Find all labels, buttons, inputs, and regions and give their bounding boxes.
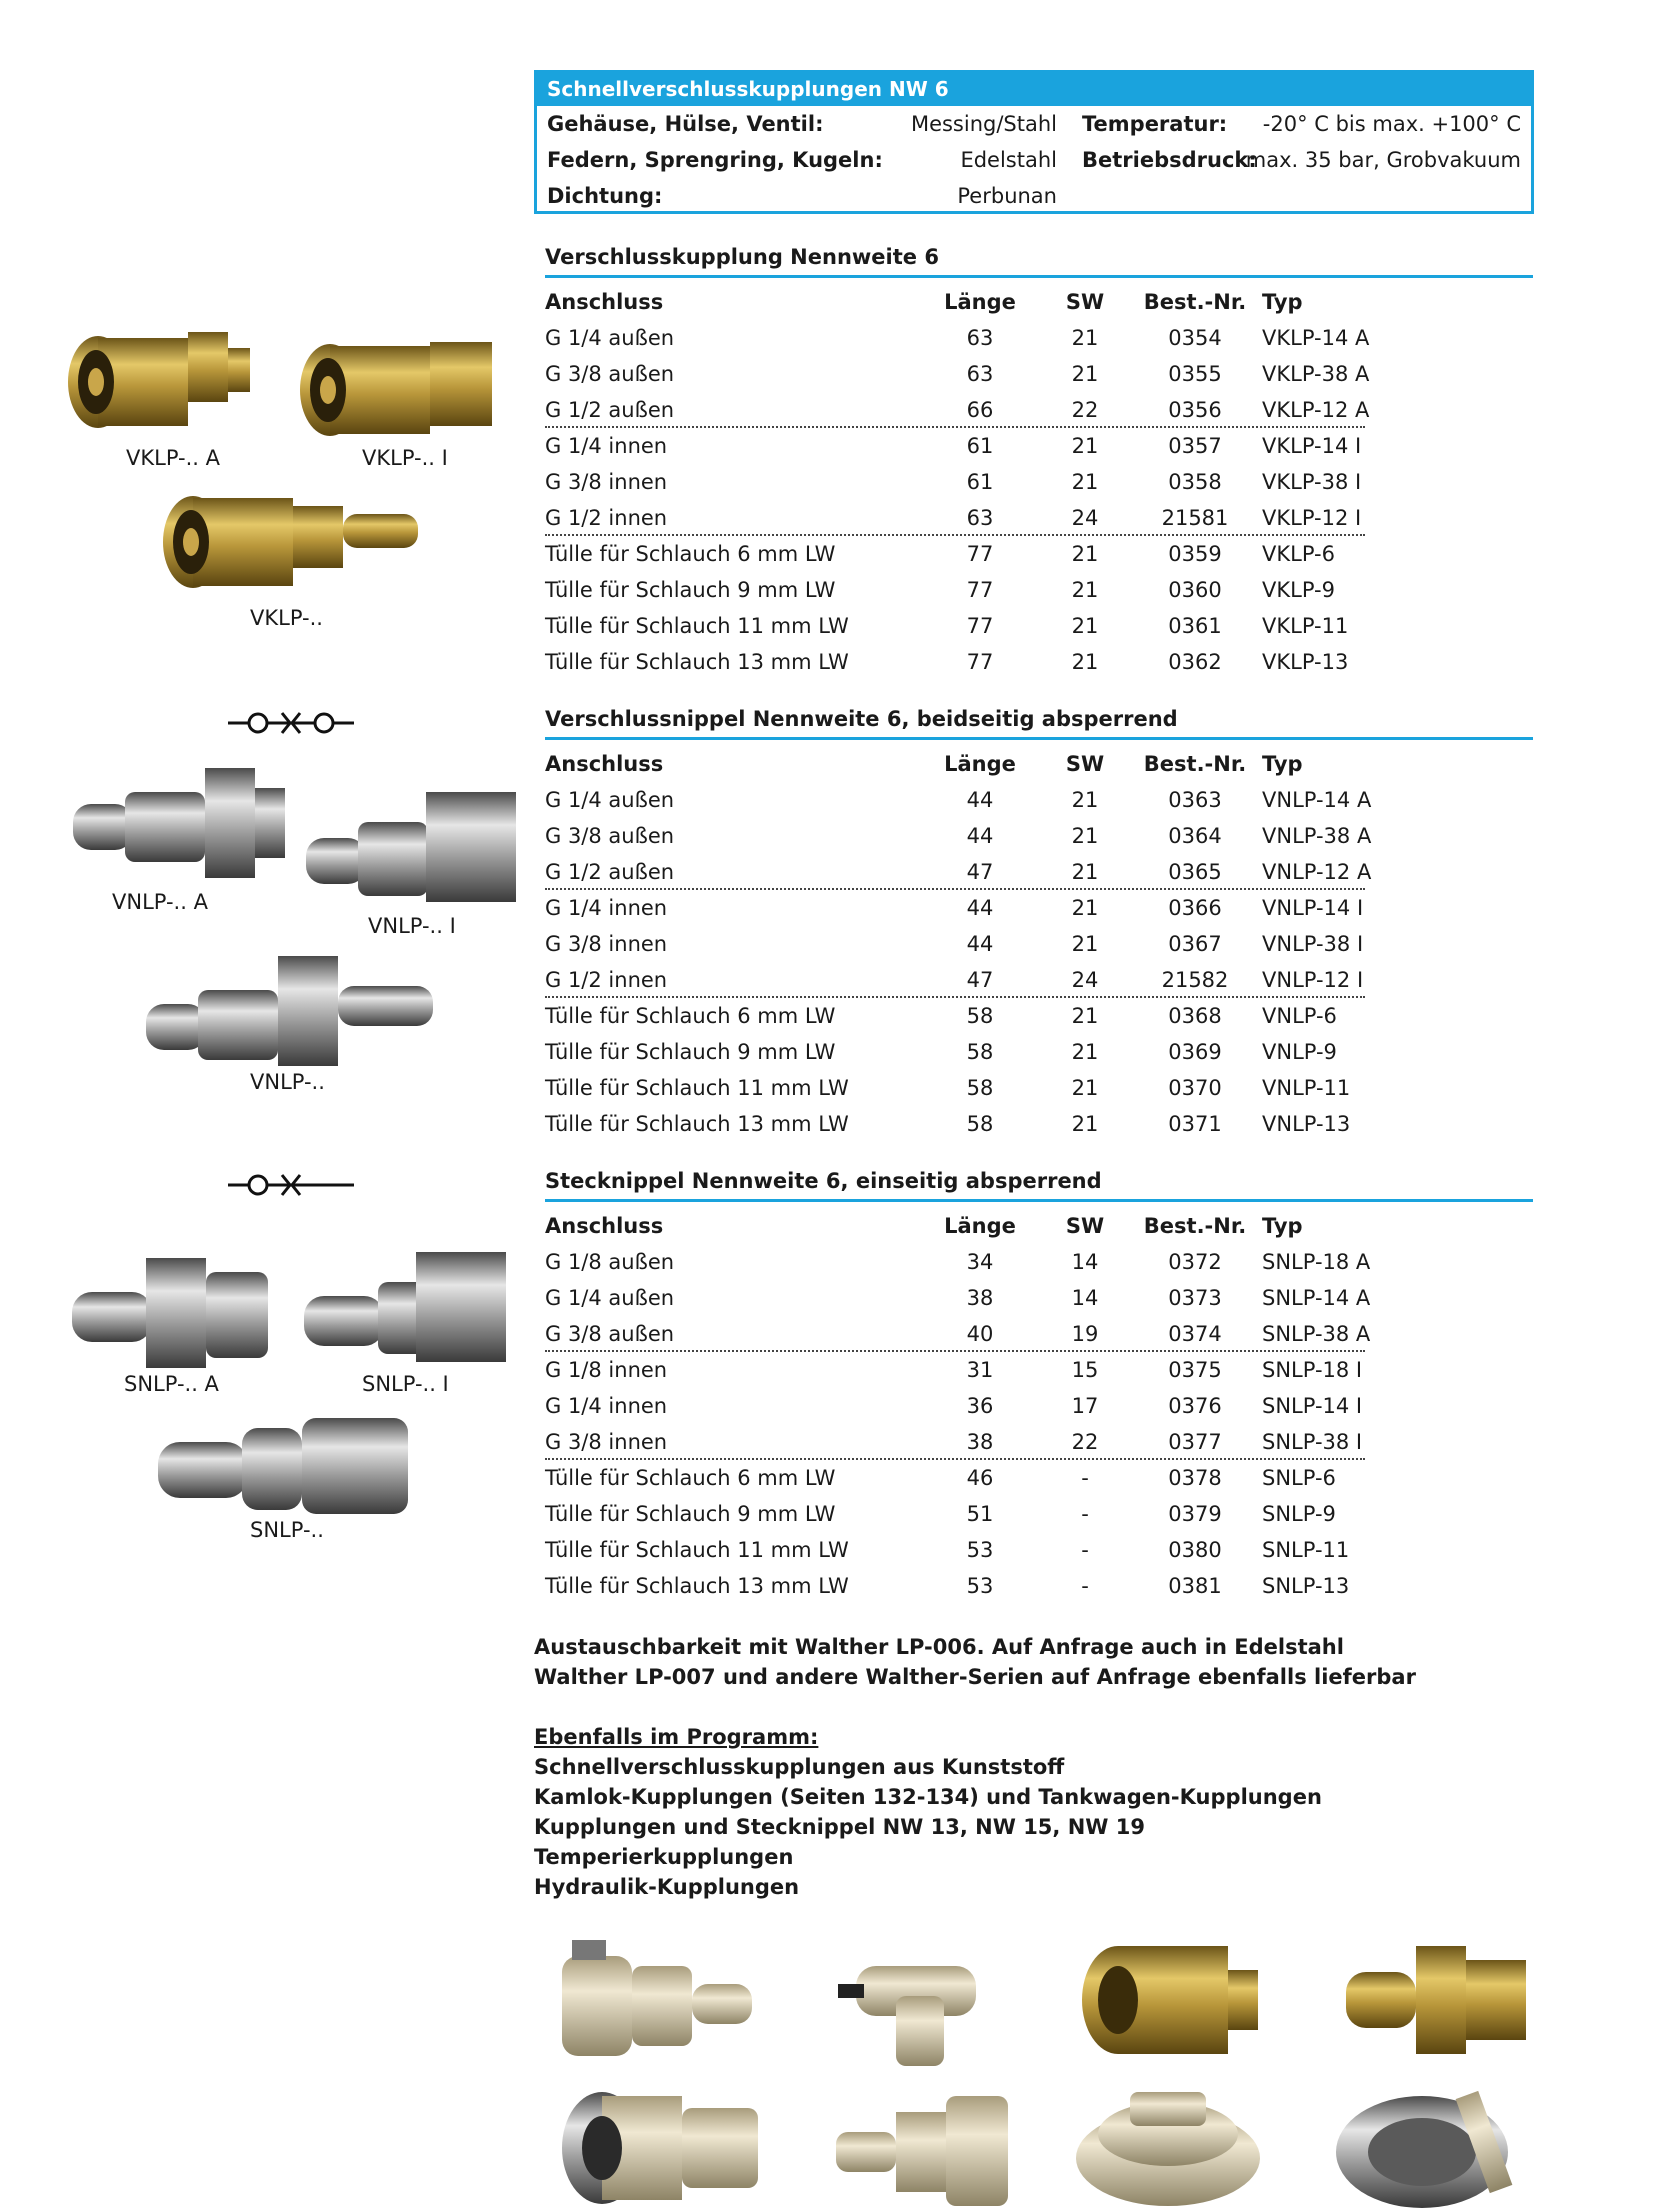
table-cell: 0376 [1168, 1394, 1222, 1418]
table-cell: G 3/8 außen [545, 1322, 675, 1346]
table-row [545, 782, 1372, 818]
table-cell: 0359 [1168, 542, 1222, 566]
table-cell: Tülle für Schlauch 6 mm LW [545, 542, 836, 566]
table-cell: Tülle für Schlauch 11 mm LW [545, 614, 849, 638]
table-cell: 63 [966, 326, 994, 350]
table-cell: 58 [966, 1076, 994, 1100]
table-cell: 47 [966, 860, 994, 884]
table-cell: 14 [1071, 1250, 1099, 1274]
caption-vnlp-i: VNLP-.. I [368, 914, 456, 938]
table-cell: VKLP-12 I [1262, 506, 1362, 530]
table-cell: G 1/2 innen [545, 968, 668, 992]
table-row [545, 998, 1365, 1034]
table-cell: G 1/4 außen [545, 326, 675, 350]
table-cell: 66 [966, 398, 994, 422]
table-cell: VNLP-9 [1262, 1040, 1337, 1064]
vklp-i-coupling-image [290, 328, 510, 448]
spec-label: Gehäuse, Hülse, Ventil: [547, 112, 824, 136]
table-row [545, 854, 1372, 890]
table-cell: 15 [1071, 1358, 1099, 1382]
section-title-stecknippel: Stecknippel Nennweite 6, einseitig absperrend [545, 1169, 1533, 1202]
table-cell: 0366 [1168, 896, 1222, 920]
table-cell: G 1/4 innen [545, 1394, 668, 1418]
table-cell: 21 [1071, 542, 1099, 566]
column-header-bestnr: Best.-Nr. [1143, 290, 1247, 314]
table-cell: G 3/8 innen [545, 932, 668, 956]
spec-value: Perbunan [957, 184, 1057, 208]
table-row [545, 1532, 1365, 1568]
caption-vklp: VKLP-.. [250, 606, 323, 630]
table-cell: SNLP-18 I [1262, 1358, 1363, 1382]
table-cell: 44 [966, 824, 994, 848]
table-cell: 0375 [1168, 1358, 1222, 1382]
table-row [545, 1316, 1371, 1352]
table-cell: 0372 [1168, 1250, 1222, 1274]
column-header-anschluss: Anschluss [545, 290, 664, 314]
vnlp-hose-nipple-image [140, 946, 440, 1076]
table-row [545, 1424, 1365, 1460]
spec-row [537, 106, 1531, 142]
spec-value: Messing/Stahl [910, 112, 1057, 136]
table-cell: VNLP-12 A [1262, 860, 1372, 884]
table-cell: 21 [1071, 1040, 1099, 1064]
table-cell: 0356 [1168, 398, 1222, 422]
caption-snlp: SNLP-.. [250, 1518, 324, 1542]
table-cell: 58 [966, 1040, 994, 1064]
table-cell: VNLP-6 [1262, 1004, 1337, 1028]
table-cell: 58 [966, 1112, 994, 1136]
table-cell: 0364 [1168, 824, 1222, 848]
table-cell: 0361 [1168, 614, 1222, 638]
table-cell: 0380 [1168, 1538, 1222, 1562]
table-cell: 53 [966, 1538, 994, 1562]
column-header-laenge: Länge [944, 752, 1016, 776]
table-cell: 0363 [1168, 788, 1222, 812]
also-item: Kupplungen und Stecknippel NW 13, NW 15, NW 19 [534, 1815, 1145, 1839]
spec-value: Edelstahl [960, 148, 1057, 172]
table-row [545, 536, 1365, 572]
table-cell: 21 [1071, 896, 1099, 920]
table-cell: Tülle für Schlauch 9 mm LW [545, 578, 836, 602]
spec-box [534, 70, 1534, 214]
spec-label: Temperatur: [1082, 112, 1228, 136]
note-line: Austauschbarkeit mit Walther LP-006. Auf Anfrage auch in Edelstahl [534, 1635, 1344, 1659]
table-cell: 0360 [1168, 578, 1222, 602]
table-cell: Tülle für Schlauch 11 mm LW [545, 1076, 849, 1100]
table-cell: 58 [966, 1004, 994, 1028]
table-cell: VKLP-38 I [1262, 470, 1362, 494]
table-row [545, 1106, 1365, 1142]
table-cell: 31 [966, 1358, 994, 1382]
spec-label: Betriebsdruck: [1082, 148, 1257, 172]
single-shutoff-symbol-icon [226, 1172, 356, 1198]
table-cell: SNLP-18 A [1262, 1250, 1371, 1274]
table-cell: 77 [966, 650, 994, 674]
spec-title: Schnellverschlusskupplungen NW 6 [537, 73, 1531, 106]
table-cell: 44 [966, 932, 994, 956]
table-cell: 51 [966, 1502, 994, 1526]
table-cell: G 1/2 außen [545, 398, 675, 422]
table-cell: 61 [966, 470, 994, 494]
caption-vklp-a: VKLP-.. A [126, 446, 221, 470]
table-row [545, 644, 1365, 680]
table-cell: 24 [1071, 968, 1099, 992]
table-row [545, 356, 1370, 392]
table-cell: 63 [966, 362, 994, 386]
table-row [545, 1244, 1371, 1280]
table-row [545, 392, 1370, 428]
table-row [545, 962, 1365, 998]
table-cell: 0379 [1168, 1502, 1222, 1526]
table-cell: VNLP-12 I [1262, 968, 1364, 992]
table-cell: VKLP-12 A [1262, 398, 1370, 422]
table-cell: 77 [966, 542, 994, 566]
table-cell: 44 [966, 788, 994, 812]
table-cell: - [1081, 1502, 1089, 1526]
table-cell: Tülle für Schlauch 13 mm LW [545, 650, 849, 674]
table-row [545, 1352, 1365, 1388]
column-header-anschluss: Anschluss [545, 752, 664, 776]
table-row [545, 464, 1365, 500]
also-item: Schnellverschlusskupplungen aus Kunststoff [534, 1755, 1065, 1779]
table-cell: 17 [1071, 1394, 1099, 1418]
table-cell: 47 [966, 968, 994, 992]
table-cell: 21 [1071, 614, 1099, 638]
table-row [545, 1496, 1365, 1532]
vklp-hose-coupling-image [155, 478, 425, 603]
table-cell: VNLP-14 A [1262, 788, 1372, 812]
table-row [545, 890, 1365, 926]
spec-row [537, 178, 1531, 214]
table-cell: 21 [1071, 1112, 1099, 1136]
table-row [545, 572, 1365, 608]
also-item: Kamlok-Kupplungen (Seiten 132-134) und Tankwagen-Kupplungen [534, 1785, 1322, 1809]
table-cell: G 1/4 außen [545, 1286, 675, 1310]
table-cell: 36 [966, 1394, 994, 1418]
column-header-laenge: Länge [944, 290, 1016, 314]
table-cell: G 1/4 außen [545, 788, 675, 812]
plastic-elbow-coupling-image [836, 1936, 1006, 2076]
table-cell: 0358 [1168, 470, 1222, 494]
table-cell: 21 [1071, 650, 1099, 674]
table-cell: G 1/2 außen [545, 860, 675, 884]
table-row [545, 1034, 1365, 1070]
tank-coupling-image [1332, 2082, 1532, 2212]
table-cell: VNLP-38 A [1262, 824, 1372, 848]
table-cell: 21 [1071, 470, 1099, 494]
notes [534, 1632, 1534, 1902]
spec-value: max. 35 bar, Grobvakuum [1245, 148, 1521, 172]
hydraulic-nipple-image [826, 2082, 1016, 2212]
table-cell: G 1/8 außen [545, 1250, 675, 1274]
spec-value: -20° C bis max. +100° C [1262, 112, 1521, 136]
table-cell: 63 [966, 506, 994, 530]
table-row [545, 320, 1370, 356]
table-cell: 0355 [1168, 362, 1222, 386]
table-cell: SNLP-13 [1262, 1574, 1350, 1598]
brass-nipple-image [1336, 1936, 1536, 2066]
column-header-typ: Typ [1262, 290, 1303, 314]
vklp-a-coupling-image [58, 322, 258, 442]
hydraulic-coupling-image [556, 2082, 766, 2212]
table-row [545, 1568, 1365, 1604]
table-cell: G 3/8 innen [545, 470, 668, 494]
table-cell: - [1081, 1574, 1089, 1598]
vnlp-a-nipple-image [65, 758, 295, 888]
column-header-bestnr: Best.-Nr. [1143, 752, 1247, 776]
table-cell: 0368 [1168, 1004, 1222, 1028]
table-row [545, 818, 1372, 854]
table-cell: - [1081, 1538, 1089, 1562]
tank-cap-image [1068, 2082, 1268, 2212]
table-cell: Tülle für Schlauch 9 mm LW [545, 1040, 836, 1064]
column-header-laenge: Länge [944, 1214, 1016, 1238]
section-title-verschlussnippel: Verschlussnippel Nennweite 6, beidseitig absperrend [545, 707, 1533, 740]
table-cell: G 3/8 außen [545, 362, 675, 386]
table-cell: VNLP-38 I [1262, 932, 1364, 956]
column-header-typ: Typ [1262, 1214, 1303, 1238]
caption-vnlp: VNLP-.. [250, 1070, 325, 1094]
table-cell: 14 [1071, 1286, 1099, 1310]
table-cell: Tülle für Schlauch 9 mm LW [545, 1502, 836, 1526]
table-cell: 19 [1071, 1322, 1099, 1346]
table-cell: 0354 [1168, 326, 1222, 350]
table-cell: VKLP-9 [1262, 578, 1335, 602]
table-cell: SNLP-6 [1262, 1466, 1336, 1490]
table-cell: Tülle für Schlauch 11 mm LW [545, 1538, 849, 1562]
snlp-a-nipple-image [66, 1242, 276, 1372]
table-cell: 38 [966, 1286, 994, 1310]
table-cell: 21 [1071, 326, 1099, 350]
table-row [545, 1460, 1365, 1496]
table-cell: Tülle für Schlauch 13 mm LW [545, 1112, 849, 1136]
table-cell: SNLP-9 [1262, 1502, 1336, 1526]
table-cell: G 1/2 innen [545, 506, 668, 530]
table-cell: 22 [1071, 398, 1099, 422]
table-cell: 21582 [1161, 968, 1229, 992]
table-cell: VKLP-14 I [1262, 434, 1362, 458]
note-line: Walther LP-007 und andere Walther-Serien auf Anfrage ebenfalls lieferbar [534, 1665, 1416, 1689]
table-cell: 21 [1071, 824, 1099, 848]
table-row [545, 926, 1365, 962]
product-table-verschlusskupplung [545, 284, 1370, 680]
caption-snlp-i: SNLP-.. I [362, 1372, 449, 1396]
table-header-row [545, 746, 1365, 782]
table-cell: 0378 [1168, 1466, 1222, 1490]
table-cell: 21 [1071, 788, 1099, 812]
table-cell: 38 [966, 1430, 994, 1454]
table-row [545, 608, 1365, 644]
table-cell: G 1/4 innen [545, 896, 668, 920]
column-header-anschluss: Anschluss [545, 1214, 664, 1238]
table-cell: 0367 [1168, 932, 1222, 956]
table-cell: Tülle für Schlauch 6 mm LW [545, 1466, 836, 1490]
table-cell: 21 [1071, 434, 1099, 458]
plastic-coupling-image [552, 1936, 762, 2066]
also-item: Temperierkupplungen [534, 1845, 794, 1869]
table-cell: 24 [1071, 506, 1099, 530]
table-cell: - [1081, 1466, 1089, 1490]
table-cell: VKLP-14 A [1262, 326, 1370, 350]
table-cell: 40 [966, 1322, 994, 1346]
table-cell: 46 [966, 1466, 994, 1490]
caption-vnlp-a: VNLP-.. A [112, 890, 208, 914]
table-cell: SNLP-11 [1262, 1538, 1350, 1562]
table-row [545, 500, 1365, 536]
table-cell: 61 [966, 434, 994, 458]
table-cell: G 1/8 innen [545, 1358, 668, 1382]
table-cell: SNLP-14 I [1262, 1394, 1363, 1418]
double-shutoff-symbol-icon [226, 710, 356, 736]
table-cell: 0365 [1168, 860, 1222, 884]
table-cell: VNLP-11 [1262, 1076, 1351, 1100]
table-cell: VKLP-38 A [1262, 362, 1370, 386]
table-cell: 21 [1071, 860, 1099, 884]
table-row [545, 1280, 1371, 1316]
table-cell: 21 [1071, 578, 1099, 602]
snlp-i-nipple-image [298, 1242, 518, 1372]
table-cell: VNLP-14 I [1262, 896, 1364, 920]
table-cell: 44 [966, 896, 994, 920]
table-cell: Tülle für Schlauch 13 mm LW [545, 1574, 849, 1598]
column-header-sw: SW [1065, 290, 1105, 314]
table-cell: 21581 [1161, 506, 1229, 530]
table-cell: 34 [966, 1250, 994, 1274]
table-row [545, 1070, 1365, 1106]
table-cell: 0362 [1168, 650, 1222, 674]
table-cell: VKLP-13 [1262, 650, 1349, 674]
caption-vklp-i: VKLP-.. I [362, 446, 448, 470]
table-cell: 77 [966, 614, 994, 638]
table-cell: 0377 [1168, 1430, 1222, 1454]
table-cell: SNLP-38 A [1262, 1322, 1371, 1346]
table-cell: 21 [1071, 932, 1099, 956]
table-cell: 77 [966, 578, 994, 602]
table-cell: VKLP-6 [1262, 542, 1335, 566]
vnlp-i-nipple-image [298, 782, 528, 912]
table-cell: SNLP-14 A [1262, 1286, 1371, 1310]
section-title-verschlusskupplung: Verschlusskupplung Nennweite 6 [545, 245, 1533, 278]
table-header-row [545, 284, 1365, 320]
table-cell: 21 [1071, 1004, 1099, 1028]
also-item: Hydraulik-Kupplungen [534, 1875, 800, 1899]
product-table-stecknippel [545, 1208, 1371, 1604]
column-header-typ: Typ [1262, 752, 1303, 776]
caption-snlp-a: SNLP-.. A [124, 1372, 219, 1396]
table-cell: G 3/8 außen [545, 824, 675, 848]
table-cell: G 1/4 innen [545, 434, 668, 458]
brass-temperature-coupling-image [1072, 1936, 1272, 2066]
column-header-bestnr: Best.-Nr. [1143, 1214, 1247, 1238]
table-cell: SNLP-38 I [1262, 1430, 1363, 1454]
table-header-row [545, 1208, 1365, 1244]
table-cell: 0374 [1168, 1322, 1222, 1346]
spec-label: Federn, Sprengring, Kugeln: [547, 148, 883, 172]
table-cell: 22 [1071, 1430, 1099, 1454]
table-cell: 21 [1071, 362, 1099, 386]
column-header-sw: SW [1065, 752, 1105, 776]
spec-row [537, 142, 1531, 178]
column-header-sw: SW [1065, 1214, 1105, 1238]
table-cell: VNLP-13 [1262, 1112, 1351, 1136]
snlp-hose-nipple-image [152, 1400, 422, 1520]
table-cell: 53 [966, 1574, 994, 1598]
table-row [545, 428, 1365, 464]
table-cell: 21 [1071, 1076, 1099, 1100]
also-in-program-title: Ebenfalls im Programm: [534, 1725, 819, 1749]
table-cell: 0371 [1168, 1112, 1222, 1136]
table-cell: 0370 [1168, 1076, 1222, 1100]
table-row [545, 1388, 1365, 1424]
table-cell: G 3/8 innen [545, 1430, 668, 1454]
product-table-verschlussnippel [545, 746, 1372, 1142]
table-cell: Tülle für Schlauch 6 mm LW [545, 1004, 836, 1028]
table-cell: 0357 [1168, 434, 1222, 458]
table-cell: 0369 [1168, 1040, 1222, 1064]
spec-label: Dichtung: [547, 184, 663, 208]
table-cell: VKLP-11 [1262, 614, 1349, 638]
table-cell: 0373 [1168, 1286, 1222, 1310]
table-cell: 0381 [1168, 1574, 1222, 1598]
